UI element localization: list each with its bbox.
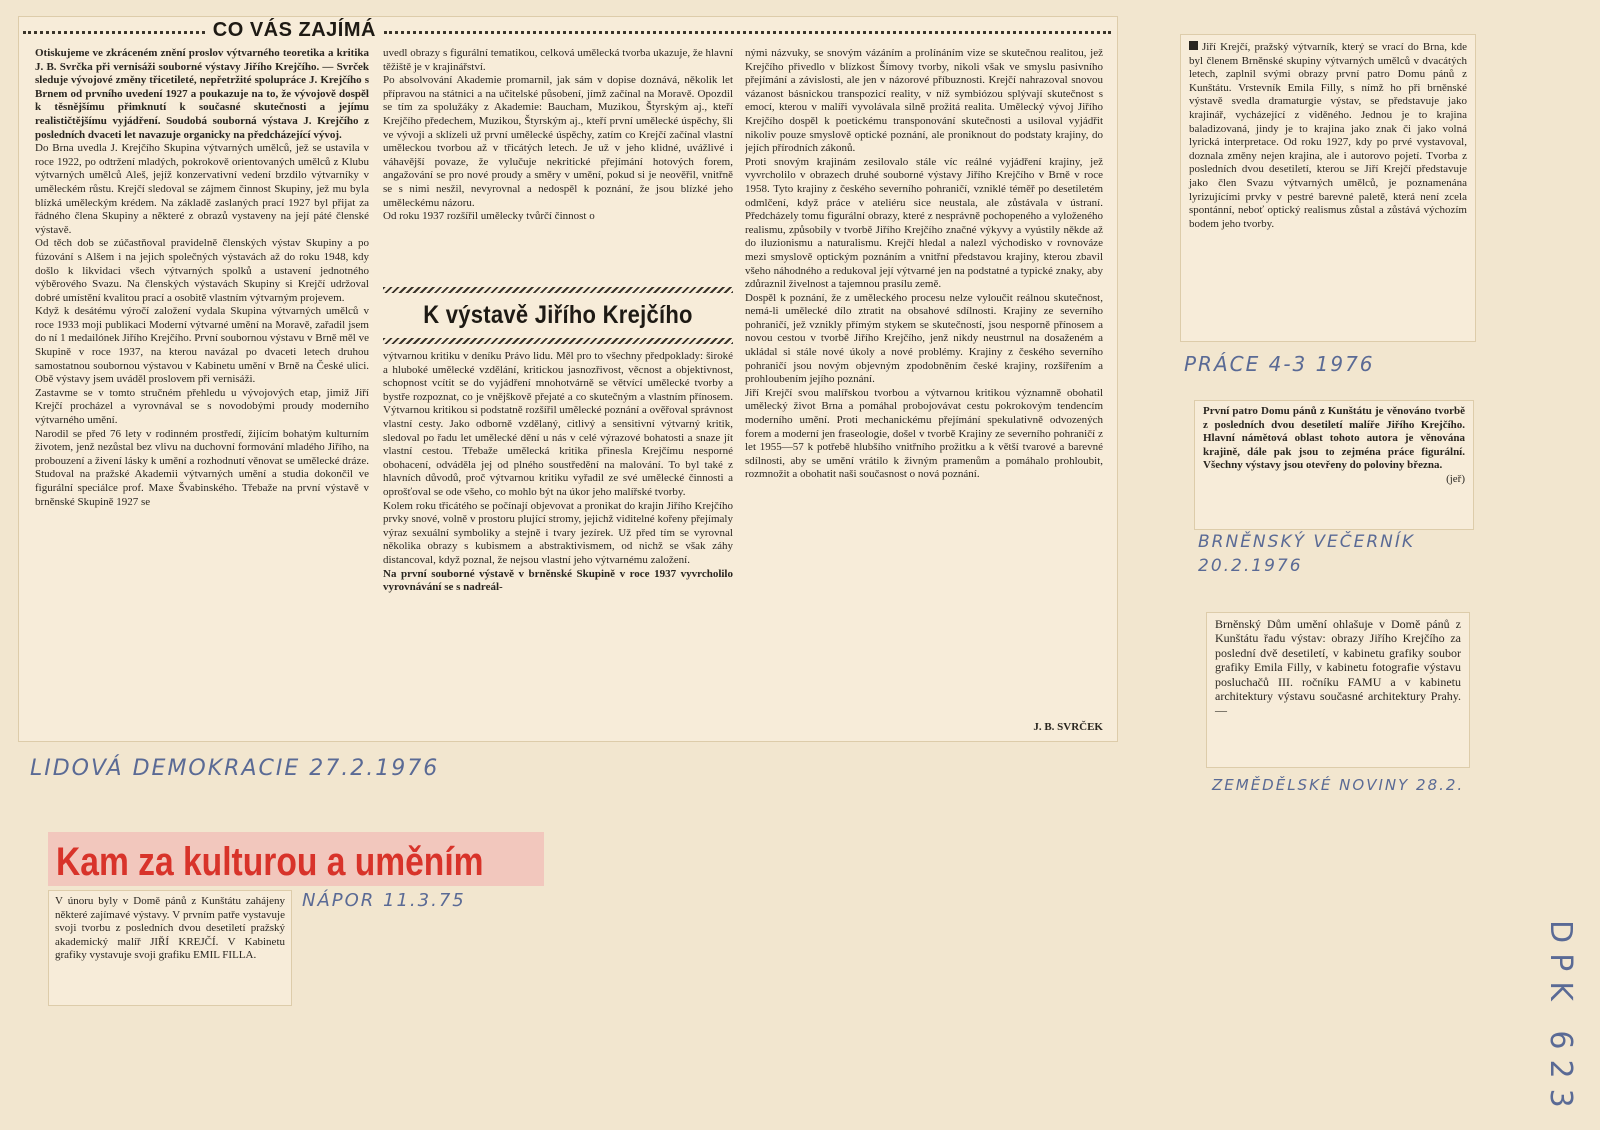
archive-number: DPK 623	[1543, 920, 1578, 1118]
source-annotation-vecernik: BRNĚNSKÝ VEČERNÍK 20.2.1976	[1198, 532, 1416, 576]
source-annotation-napor: NÁPOR 11.3.75	[302, 890, 466, 911]
article-paragraph: Od těch dob se zúčastňoval pravidelně členských výstav Skupiny a po fúzování s Alšem i na jejich společných výstavách až do roku 1948, kdy došlo k likvidaci všech výtvarných spolků a ustavení jednotného výběrového Svazu. Na členských výstavách Skupiny si Krejčí udržoval dobré umístění kvalitou prací a osobitě vlastním výtvarným projevem.	[35, 237, 369, 304]
article-column-1	[35, 47, 369, 739]
article-paragraph: Proti snovým krajinám zesilovalo stále víc reálné vyjádření krajiny, jež vyvrcholilo v obrazech druhé souborné výstavy Jiřího Krejčího v Brně v roce 1958. Tyto krajiny z českého severního pohraničí, vzniklé téměř po desetiletém odmlčení, když práce v ateliéru sice neustala, ale zůstávala v ústraní. Předcházely tomu figurální obrazy, které z nesprávně pochopeného a vyloženého realismu, způsobily v tvorbě Jiřího Krejčího značné výkyvy a vyústily někde až do iluzionismu a naturalismu. Krejčí hledal a nalezl východisko v rovnováze mezi smyslově optickým poznáním a vnitřní představou krajiny, kterou zbavil všeho náhodného a redukoval její výtvarné jen na podstatné a typické znaky, aby zdůraznil živelnost a tajemnou prasílu země.	[745, 155, 1103, 291]
kultura-clipping	[48, 890, 292, 1006]
article-headline: K výstavě Jiřího Krejčího	[423, 301, 693, 329]
article-paragraph: uvedl obrazy s figurální tematikou, celková umělecká tvorba ukazuje, že hlavní těžiště je v krajinářství.	[383, 47, 733, 73]
article-paragraph: Dospěl k poznání, že z uměleckého procesu nelze vyloučit reálnou skutečnost, nemá-li umělecké dílo ztratit na obsahové sdílnosti. Krajiny ze severního pohraničí, jež vznikly přímým stykem se skutečností, jsou nesporně přínosem a novou cestou v tvorbě Jiřího Krejčího, jenž nikdy neustrnul na dosaženém a ukládal si stále nové úkoly a nové problémy. Krajiny z českého severního pohraničí jsou novým objevným zpodobněním české krajiny, rozšířením a prohloubením jejího poznání.	[745, 291, 1103, 386]
article-paragraph: Po absolvování Akademie promarnil, jak sám v dopise doznává, několik let přípravou na státnici a na učitelské působení, jímž začínal na Moravě. Opozdil se tím za spolužáky z Akademie: Baucham, Muzikou, Štyrským aj., kteří Krejčího předechem, Muzikou, Štyrským aj., kteří první umělecké úspěchy, šli ve vývoji a sklízeli už první umělecké úspěchy, zatím co Krejčí začínal vlastní uměleckou tvorbou až v třicátých letech. Je už v jeho klidné, uvážlivé i váhavější povaze, že vylučuje nekritické přejímání hotových forem, angažování se pro nové proudy a směry v umění, pokud si je neověřil, vnitřně se s nimi nesžil, nevyrovnal a nedospěl k poznání, že jsou blízké jeho uměleckému názoru.	[383, 74, 733, 209]
article-paragraph: Jiří Krejčí svou malířskou tvorbou a výtvarnou kritikou významně obohatil umělecký život Brna a pomáhal probojovávat cestu pokrokovým tendencím moderního umění. Proti mechanickému přejímání spekulativně odvozených forem a moderní jen fraseologie, došel v tvorbě Krajiny ze severního pohraničí z let 1955—57 k potřebě hlubšího vnitřního prožitku a k větší tvarové a barevné sdílnosti, aby se umění vrátilo k živným pramenům a pomáhalo prohloubit, rozmnožit a obohatit naši současnost o nová poznání.	[745, 386, 1103, 481]
kultura-title: Kam za kulturou a uměním	[56, 840, 484, 884]
article-column-3	[745, 47, 1103, 739]
header-dots-right	[384, 31, 1111, 34]
source-annotation-lidova-demokracie: LIDOVÁ DEMOKRACIE 27.2.1976	[30, 756, 440, 781]
main-article-clipping	[18, 16, 1118, 742]
source-annotation-noviny: ZEMĚDĚLSKÉ NOVINY 28.2.	[1212, 776, 1465, 794]
noviny-text: Brněnský Dům umění ohlašuje v Domě pánů z Kunštátu řadu výstav: obrazy Jiřího Krejčího za poslední dvě desetiletí, v kabinetu grafiky soubor grafiky Emila Filly, v kabinetu fotografie výstavu posluchačů III. ročníku FAMU a v kabinetu architektury výstavu současné architektury Prahy. —	[1215, 617, 1461, 718]
section-header	[23, 19, 1111, 41]
prace-clipping	[1180, 34, 1476, 342]
margin-archive-note	[1530, 920, 1590, 1130]
vecernik-signature: (jeř)	[1446, 472, 1465, 485]
column-3-body	[745, 47, 1103, 719]
noviny-clipping	[1206, 612, 1470, 768]
article-paragraph: Narodil se před 76 lety v rodinném prostředí, žijícím bohatým kulturním životem, jenž nezůstal bez vlivu na duchovní formování mladého Jiřího, na probouzení a živení lásky k umění a rozhodnutí věnovat se umělecké dráze. Studoval na pražské Akademii výtvarných umění a studia dokončil ve figurální speciálce prof. Maxe Švabinského. Třebaže na první výstavě v brněnské Skupině 1927 se	[35, 427, 369, 508]
article-paragraph: Kolem roku třicátého se počínají objevovat a pronikat do krajin Jiřího Krejčího prvky snové, volně v prostoru plující stromy, jejichž viditelné kořeny přejímaly výraz sexuální symboliky a stejně i tvary jezírek. Už před tím se vyrovnal několika obrazy s kubismem a abstraktivismem, od nichž se však záhy distancoval, když poznal, že nejsou vlastní jeho výtvarnému založení.	[383, 499, 733, 566]
column-2-top	[383, 47, 733, 285]
article-paragraph: Od roku 1937 rozšířil umělecky tvůrčí činnost o	[383, 210, 595, 223]
prace-text: Jiří Krejčí, pražský výtvarník, který se vrací do Brna, kde byl členem Brněnské skupiny výtvarných umělců v dvacátých letech, zaplnil svými obrazy první patro Domu pánů z Kunštátu. Vrstevník Emila Filly, s nímž ho při brněnské výstavě svedla dramaturgie výstav, se představuje jako krajinář, vycházející z viděného. Jednou je to krajina baladizovaná, jindy je to krajina jako znak či jako volná lyrická interpretace. Od roku 1927, kdy po prvé vystavoval, doznala změny nejen krajina, ale i autorovo pojetí. Tvorba z posledních dvou desetiletí, kterou se Jiří Krejčí představuje jako člen Svazu výtvarných umělců, je poznamenána lyrizujícími prvky v pestré barevné paletě, která není zcela spontánní, neboť optický realismus zůstal a zůstává výchozím bodem jeho tvorby.	[1189, 41, 1467, 230]
article-paragraph: výtvarnou kritiku v deníku Právo lidu. Měl pro to všechny předpoklady: široké a hluboké umělecké vzdělání, kritickou jasnozřivost, věcnost a objektivnost, schopnost vcítit se do vyjádření mnohotvárně se větvící umělecké tvorby a bystře rozpoznat, co je vnějškově přejaté a co skutečným a vlastním přínosem. Výtvarnou kritikou si podstatně rozšířil umělecké poznání a ověřoval správnost vlastní cesty. Jako odborně vzdělaný, citlivý a sensitivní výtvarný kritik, sledoval po řadu let umělecké dění u nás v celé výrazové bohatosti a snaze jít vlastní cestou. Třebaže umělecká kritika přinesla Krejčímu nesporné obohacení, odváděla jej od plného soustředění na malování. To byl také z hlavních důvodů, proč výtvarnou kritiku vyřadil ze své umělecké činnosti a oprošťoval se ode všeho, co mohlo být na úkor jeho malířské tvorby.	[383, 350, 733, 498]
vecernik-clipping	[1194, 400, 1474, 530]
headline-rule-top	[383, 287, 733, 293]
article-paragraph: nými názvuky, se snovým vázáním a prolínáním vize se skutečnou realitou, jež Krejčího přivedlo v blízkost Šímovy tvorby, nikoli však ve smyslu pasivního přejímání a závislosti, ale jen v názorové příbuznosti. Krejčí nahrazoval snovou vázanost básnickou transpozicí reality, v níž symbiózou splývají skutečnost s emocí, kterou v malíři vyvolávala silně prožitá realita. Umělecký vývoj Jiřího Krejčího dospěl k poetickému transponování skutečnosti a usiloval vyjádřit nikoliv pouze smyslově optické poznání, ale proniknout do podstaty krajiny, do jejích přírodních zákonů.	[745, 47, 1103, 155]
vecernik-text: První patro Domu pánů z Kunštátu je věnováno tvorbě z posledních dvou desetiletí malíře Jiřího Krejčího. Hlavní námětová oblast tohoto autora je věnována krajině, dále pak jsou to zejména práce figurální. Všechny výstavy jsou otevřeny do poloviny března.	[1203, 405, 1465, 472]
article-author: J. B. SVRČEK	[1033, 721, 1103, 733]
article-paragraph: Na první souborné výstavě v brněnské Skupině v roce 1937 vyvrcholilo vyrovnávání se s nadreál-	[383, 567, 733, 594]
bullet-square-icon	[1189, 41, 1198, 50]
article-paragraph: Do Brna uvedla J. Krejčího Skupina výtvarných umělců, jež se ustavila v roce 1922, po odtržení mladých, pokrokově orientovaných umělců z Klubu výtvarných umělců Aleš, jejíž konzervativní vedení brzdilo výtvarníky v uměleckém růstu. Krejčí sledoval se zájmem činnost Skupiny, jež mu byla blízká uměleckým krédem. Na základě zaslaných prací 1927 byl přijat za řádného člena Skupiny a některé z obrazů vystaveny na její páté členské výstavě.	[35, 142, 369, 236]
source-annotation-prace: PRÁCE 4-3 1976	[1184, 352, 1375, 376]
article-paragraph: Zastavme se v tomto stručném přehledu u vývojových etap, jimiž Jiří Krejčí procházel a vyrovnával se s novodobými proudy moderního výtvarného umění.	[35, 386, 369, 427]
article-column-2	[383, 47, 733, 739]
section-title: CO VÁS ZAJÍMÁ	[212, 18, 376, 41]
article-lead: Otiskujeme ve zkráceném znění proslov výtvarného teoretika a kritika J. B. Svrčka při vernisáži souborné výstavy Jiřího Krejčího. — Svrček sleduje vývojové změny třicetileté, nepřetržité spolupráce J. Krejčího s Brnem od prvního uvedení 1927 a poukazuje na to, že vývojově dospěl k těsnějšímu přimknutí k současné skutečnosti a jejímu realističtějšímu vyjádření. Soudobá souborná výstava J. Krejčího z posledních dvaceti let navazuje organicky na předcházející vývoj.	[35, 47, 369, 141]
header-dots-left	[23, 31, 205, 34]
kultura-text: V únoru byly v Domě pánů z Kunštátu zahájeny některé zajímavé výstavy. V prvním patře vystavuje svoji tvorbu z posledních dvou desetiletí pražský akademický malíř JIŘÍ KREJČÍ. V Kabinetu grafiky vystavuje svoji grafiku EMIL FILLA.	[55, 895, 285, 962]
column-2-bottom	[383, 350, 733, 720]
headline-rule-bottom	[383, 338, 733, 344]
article-paragraph: Když k desátému výročí založení vydala Skupina výtvarných umělců v roce 1933 moji publikaci Moderní výtvarné umění na Moravě, zařadil jsem do ní 1 medailónek Jiřího Krejčího. První soubornou výstavu v Brně měl ve Skupině v roce 1937, na kterou navázal po dvaceti letech druhou samostatnou soubornou výstavou v Kabinetu umění v Brně na České ulici. Obě výstavy jsem uváděl proslovem při vernisáži.	[35, 305, 369, 386]
